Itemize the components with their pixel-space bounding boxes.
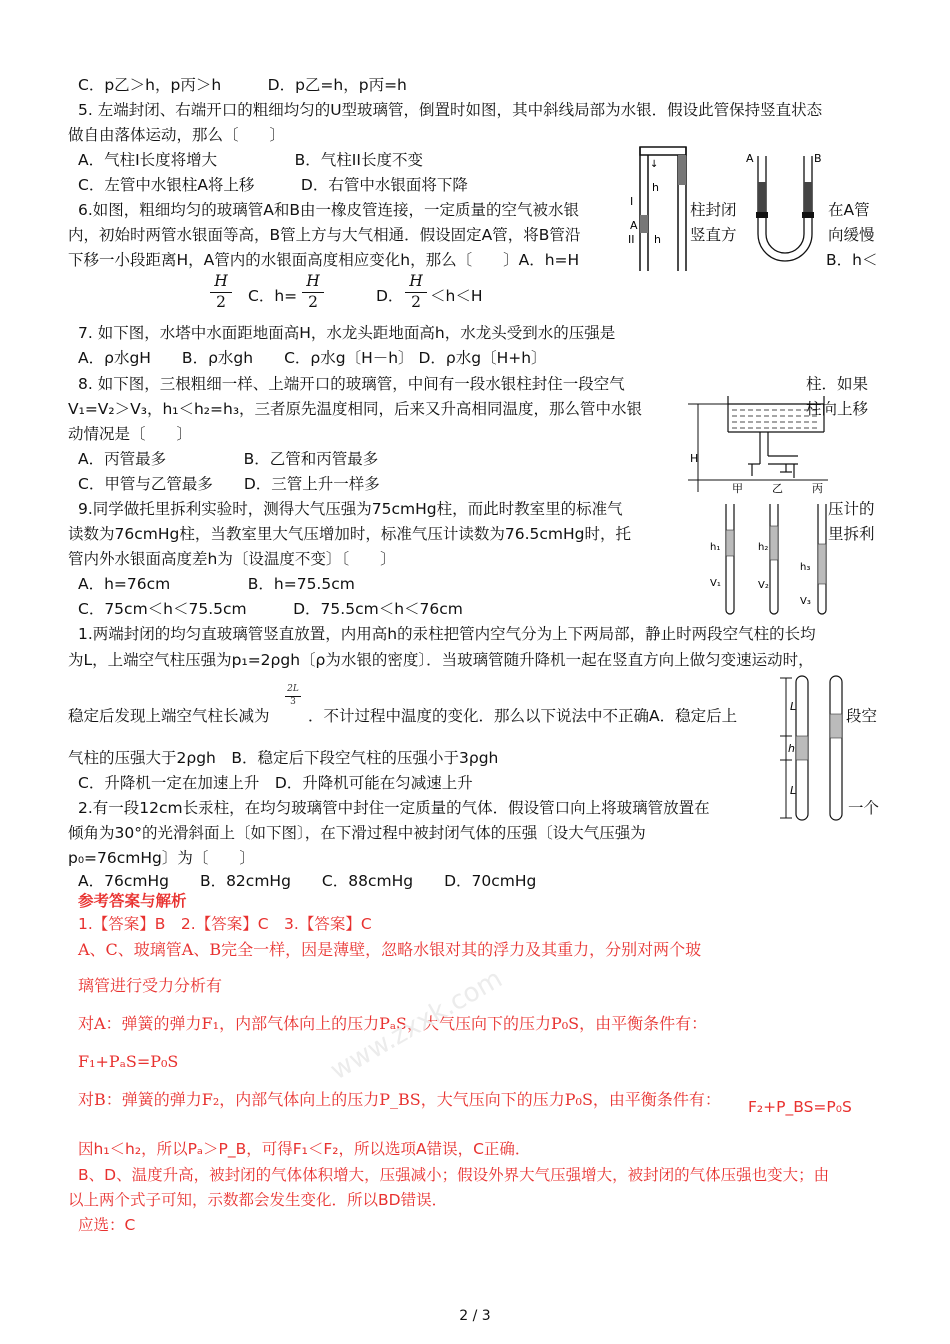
q5-options-cd: C．左管中水银柱A将上移 D．右管中水银面将下降 <box>78 176 468 194</box>
explanation-2: 璃管进行受力分析有 <box>78 976 223 995</box>
fraction-num: 2L <box>287 684 299 694</box>
q6-option-d-rest: ＜h＜H <box>430 287 483 305</box>
explanation-5: 因h₁＜h₂，所以Pₐ＞P_B，可得F₁＜F₂，所以选项A错误，C正确． <box>78 1140 531 1158</box>
q9-options-ab: A．h=76cm B．h=75.5cm <box>78 575 355 593</box>
fraction-den: 3 <box>285 696 301 707</box>
q6-option-c: C．h= <box>248 287 298 305</box>
explanation-4: 对B：弹簧的弹力F₂，内部气体向上的压力P_BS，大气压向下的压力P₀S，由平衡条件有： <box>78 1090 721 1109</box>
qm1-label-l1: L <box>790 700 797 713</box>
qm1-stem-3: 稳定后发现上端空气柱长减为 <box>68 707 270 725</box>
qm1-stem: 1.两端封闭的均匀直玻璃管竖直放置，内用高h的汞柱把管内空气分为上下两局部，静止时两段空气柱的长均 <box>78 625 816 643</box>
fraction-num: H <box>306 272 320 290</box>
qm2-stem-2: 倾角为30°的光滑斜面上〔如下图〕，在下滑过程中被封闭气体的压强〔设大气压强为 <box>68 824 646 842</box>
q8-options-ab: A．丙管最多 B．乙管和丙管最多 <box>78 450 379 468</box>
q6-stem-right: 柱封闭 <box>690 201 737 219</box>
q7-stem: 7. 如下图，水塔中水面距地面高H，水龙头距地面高h，水龙头受到水的压强是 <box>78 324 616 342</box>
q6-option-b: B．h＜ <box>826 251 878 269</box>
q5-label-i: I <box>630 195 634 208</box>
q9-stem-2-right: 里拆利 <box>828 525 875 543</box>
q5-label-ii: II <box>628 233 635 246</box>
q4-options-cd: C．p乙＞h，p丙＞h D．p乙=h，p丙=h <box>78 76 407 94</box>
qm1-figure <box>776 672 850 824</box>
qm1-stem-2: 为L，上端空气柱压强为p₁=2ρgh〔ρ为水银的密度〕．当玻璃管随升降机一起在竖直方向上做匀变速运动时， <box>68 651 814 669</box>
explanation-7: 以上两个式子可知，示数都会发生变化．所以BD错误． <box>68 1191 448 1209</box>
answers-keys: 1.【答案】B 2.【答案】C 3.【答案】C <box>78 915 372 933</box>
fraction-num: H <box>214 272 228 290</box>
q9-stem-right: 压计的 <box>828 500 875 518</box>
q8-stem-3: 动情况是〔 〕 <box>68 425 193 443</box>
q7-label-jia: 甲 <box>732 482 743 495</box>
qm2-stem-right: 一个 <box>848 799 880 817</box>
explanation-eq-a: F₁+PₐS=P₀S <box>78 1052 179 1071</box>
qm1-label-h: h <box>788 742 795 755</box>
q7-label-bing: 丙 <box>812 482 823 495</box>
answers-heading: 参考答案与解析 <box>78 892 187 910</box>
q9-stem-3: 管内外水银面高度差h为〔设温度不变〕〔 〕 <box>68 550 396 568</box>
qm1-options-ab: 气柱的压强大于2ρgh B．稳定后下段空气柱的压强小于3ρgh <box>68 749 499 767</box>
q6-stem-2: 内，初始时两管水银面等高，B管上方与大气相通．假设固定A管，将B管沿 <box>68 226 581 244</box>
qm1-options-cd: C．升降机一定在加速上升 D．升降机可能在匀减速上升 <box>78 774 473 792</box>
explanation-eq-b: F₂+P_BS=P₀S <box>748 1098 852 1116</box>
q6-figure <box>740 150 830 278</box>
q7-figure <box>688 392 828 496</box>
q8-label-v1: V₁ <box>710 578 721 589</box>
explanation-answer: 应选：C <box>78 1216 136 1234</box>
q5-label-h2: h <box>654 233 661 246</box>
fraction-den: 2 <box>405 292 427 311</box>
q9-stem: 9.同学做托里拆利实验时，测得大气压强为75cmHg柱，而此时教室里的标准气 <box>78 500 623 518</box>
q6-label-b: B <box>814 152 822 165</box>
q6-stem-far: 在A管 <box>828 201 870 219</box>
q8-label-v2: V₂ <box>758 580 769 591</box>
qm2-stem-3: p₀=76cmHg〕为〔 〕 <box>68 849 255 867</box>
q8-stem-2: V₁=V₂＞V₃，h₁＜h₂=h₃，三者原先温度相同，后来又升高相同温度，那么管中水银 <box>68 400 643 418</box>
q9-stem-2: 读数为76cmHg柱，当教室里大气压增加时，标准气压计读数为76.5cmHg时，托 <box>68 525 631 543</box>
qm2-options: A．76cmHg B．82cmHg C．88cmHg D．70cmHg <box>78 872 537 890</box>
q6-fraction-3 <box>405 272 427 311</box>
q6-fraction-2 <box>302 272 324 311</box>
qm1-label-l2: L <box>790 784 797 797</box>
q6-label-a: A <box>746 152 754 165</box>
qm2-stem: 2.有一段12cm长汞柱，在均匀玻璃管中封住一定质量的气体．假设管口向上将玻璃管放置在 <box>78 799 710 817</box>
q8-figure <box>700 500 840 620</box>
q5-label-h: h <box>652 181 659 194</box>
q8-stem: 8. 如下图，三根粗细一样、上端开口的玻璃管，中间有一段水银柱封住一段空气 <box>78 375 625 393</box>
q8-label-h1: h₁ <box>710 542 721 553</box>
q7-label-h: H <box>690 452 699 465</box>
qm1-stem-3-right: ．不计过程中温度的变化．那么以下说法中不正确A．稳定后上 <box>308 707 738 725</box>
q8-stem-right: 柱．如果 <box>806 375 869 393</box>
watermark: www.zxxk.com <box>325 963 508 1087</box>
q5-options-ab: A．气柱I长度将增大 B．气柱II长度不变 <box>78 151 423 169</box>
q6-option-d: D． <box>376 287 404 305</box>
page-number: 2 / 3 <box>459 1308 491 1324</box>
q6-fraction-1 <box>210 272 232 311</box>
qm1-fraction <box>285 684 301 707</box>
fraction-num: H <box>409 272 423 290</box>
q8-label-h3: h₃ <box>800 562 811 573</box>
q5-stem-cont: 做自由落体运动，那么〔 〕 <box>68 126 286 144</box>
q5-label-a: A <box>630 219 638 232</box>
q6-stem-2-right: 竖直方 <box>690 226 737 244</box>
q7-label-yi: 乙 <box>772 482 783 495</box>
q5-figure <box>628 143 694 273</box>
q9-options-cd: C．75cm＜h＜75.5cm D．75.5cm＜h＜76cm <box>78 600 463 618</box>
q8-stem-2-right: 柱向上移 <box>806 400 869 418</box>
q7-options: A．ρ水gH B．ρ水gh C．ρ水g〔H－h〕 D．ρ水g〔H+h〕 <box>78 349 547 367</box>
q6-stem: 6.如图，粗细均匀的玻璃管A和B由一橡皮管连接，一定质量的空气被水银 <box>78 201 580 219</box>
qm1-stem-3-far: 段空 <box>846 707 878 725</box>
q8-label-h2: h₂ <box>758 542 769 553</box>
explanation-3: 对A：弹簧的弹力F₁，内部气体向上的压力PₐS，大气压向下的压力P₀S，由平衡条件有： <box>78 1014 708 1033</box>
q8-options-cd: C．甲管与乙管最多 D．三管上升一样多 <box>78 475 380 493</box>
fraction-den: 2 <box>302 292 324 311</box>
q8-label-v3: V₃ <box>800 596 811 607</box>
q5-stem: 5. 左端封闭、右端开口的粗细均匀的U型玻璃管，倒置时如图，其中斜线局部为水银．假设此管保持竖直状态 <box>78 101 823 119</box>
q6-stem-2-far: 向缓慢 <box>828 226 875 244</box>
fraction-den: 2 <box>210 292 232 311</box>
svg-text:↓: ↓ <box>650 159 659 170</box>
explanation-6: B、D、温度升高，被封闭的气体体积增大，压强减小；假设外界大气压强增大，被封闭的气体压强也变大；由 <box>78 1166 830 1184</box>
explanation-1: A、C、玻璃管A、B完全一样，因是薄壁，忽略水银对其的浮力及其重力，分别对两个玻 <box>78 940 702 959</box>
q6-stem-3: 下移一小段距离H，A管内的水银面高度相应变化h，那么〔 〕A．h=H <box>68 251 580 269</box>
